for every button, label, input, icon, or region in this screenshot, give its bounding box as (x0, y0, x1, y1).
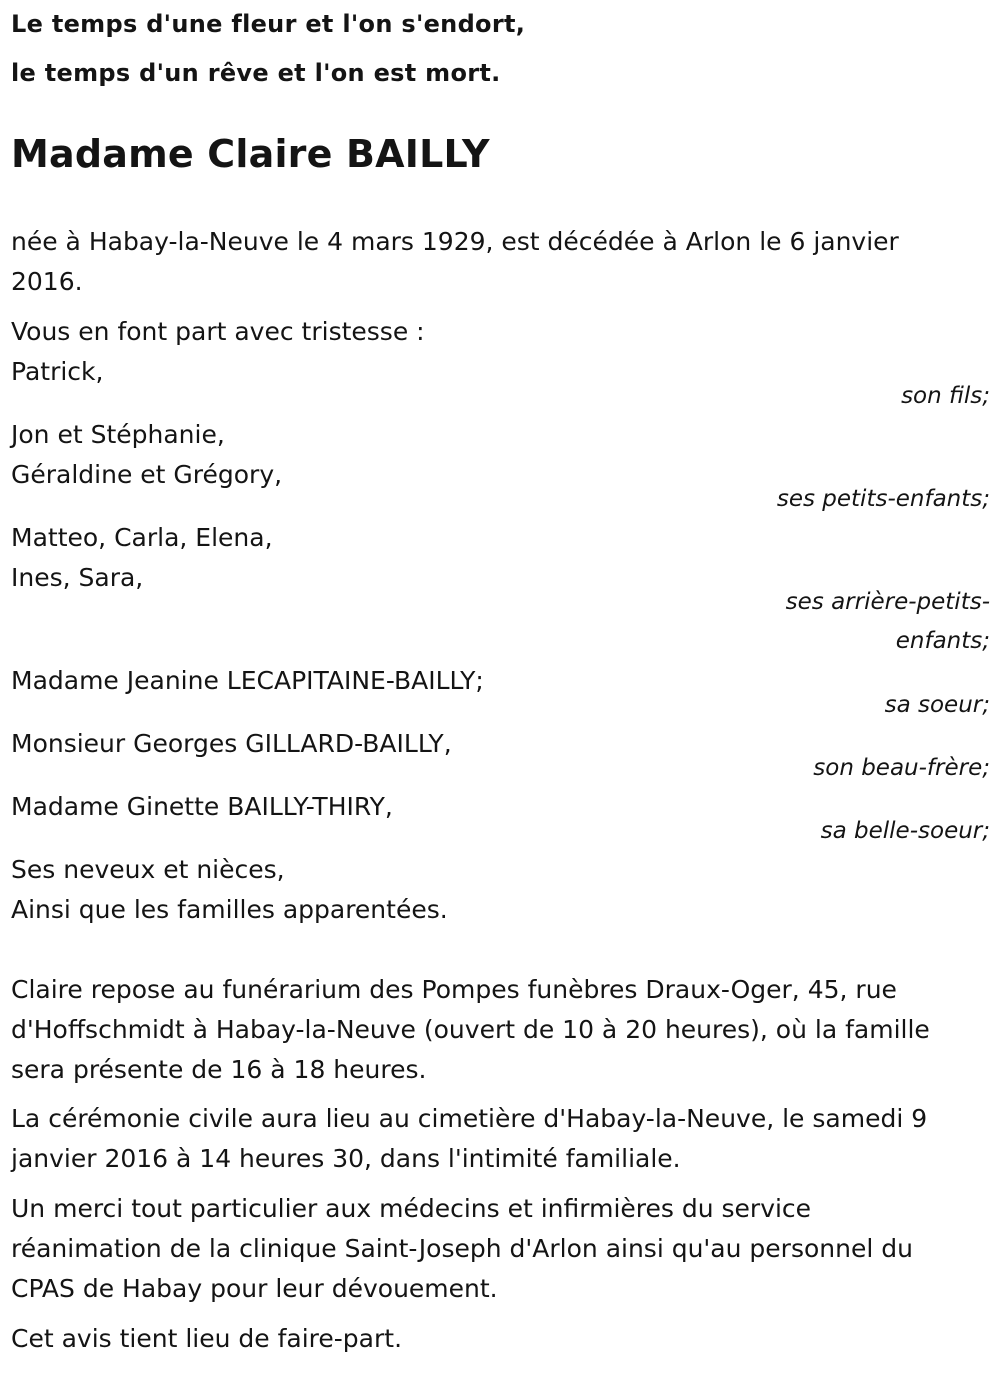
deceased-name-title: Madame Claire BAILLY (11, 132, 490, 176)
rest-paragraph (11, 970, 986, 1090)
birth-line-2: 2016. (11, 267, 83, 296)
family-great-grandchildren-name-2: Ines, Sara, (11, 563, 144, 592)
ceremony-paragraph (11, 1099, 986, 1179)
closing-text: Cet avis tient lieu de faire-part. (11, 1324, 403, 1353)
family-great-grandchildren-name-1: Matteo, Carla, Elena, (11, 523, 273, 552)
family-brother-in-law-name: Monsieur Georges GILLARD-BAILLY, (11, 729, 452, 758)
birth-line-1: née à Habay-la-Neuve le 4 mars 1929, est décédée à Arlon le 6 janvier (11, 227, 899, 256)
family-others-line-2: Ainsi que les familles apparentées. (11, 895, 448, 924)
family-grandchildren-role: ses petits-enfants; (776, 486, 990, 512)
rest-line-2: d'Hoffschmidt à Habay-la-Neuve (ouvert de 10 à 20 heures), où la famille (11, 1015, 930, 1044)
family-grandchildren-name-2: Géraldine et Grégory, (11, 460, 283, 489)
thanks-line-2: réanimation de la clinique Saint-Joseph d'Arlon ainsi qu'au personnel du (11, 1234, 913, 1263)
ceremony-line-1: La cérémonie civile aura lieu au cimetière d'Habay-la-Neuve, le samedi 9 (11, 1104, 928, 1133)
intro-text: Vous en font part avec tristesse : (11, 317, 425, 346)
family-sister-role: sa soeur; (884, 692, 990, 718)
family-sister-name: Madame Jeanine LECAPITAINE-BAILLY; (11, 666, 484, 695)
family-others-line-1: Ses neveux et nièces, (11, 855, 285, 884)
birth-death-paragraph (11, 222, 986, 302)
family-grandchildren-name-1: Jon et Stéphanie, (11, 420, 225, 449)
family-brother-in-law-role: son beau-frère; (813, 755, 990, 781)
thanks-line-3: CPAS de Habay pour leur dévouement. (11, 1274, 498, 1303)
family-sister-in-law-role: sa belle-soeur; (820, 818, 990, 844)
rest-line-1: Claire repose au funérarium des Pompes funèbres Draux-Oger, 45, rue (11, 975, 897, 1004)
family-great-grandchildren-role-2: enfants; (895, 628, 990, 654)
family-son-role: son fils; (901, 383, 990, 409)
thanks-line-1: Un merci tout particulier aux médecins et infirmières du service (11, 1194, 812, 1223)
family-great-grandchildren-role-1: ses arrière-petits- (785, 589, 990, 615)
poem-line-2: le temps d'un rêve et l'on est mort. (11, 59, 501, 87)
family-sister-in-law-name: Madame Ginette BAILLY-THIRY, (11, 792, 393, 821)
poem-line-1: Le temps d'une fleur et l'on s'endort, (11, 10, 526, 38)
rest-line-3: sera présente de 16 à 18 heures. (11, 1055, 427, 1084)
family-son-name: Patrick, (11, 357, 104, 386)
thanks-paragraph (11, 1189, 986, 1309)
ceremony-line-2: janvier 2016 à 14 heures 30, dans l'intimité familiale. (11, 1144, 681, 1173)
